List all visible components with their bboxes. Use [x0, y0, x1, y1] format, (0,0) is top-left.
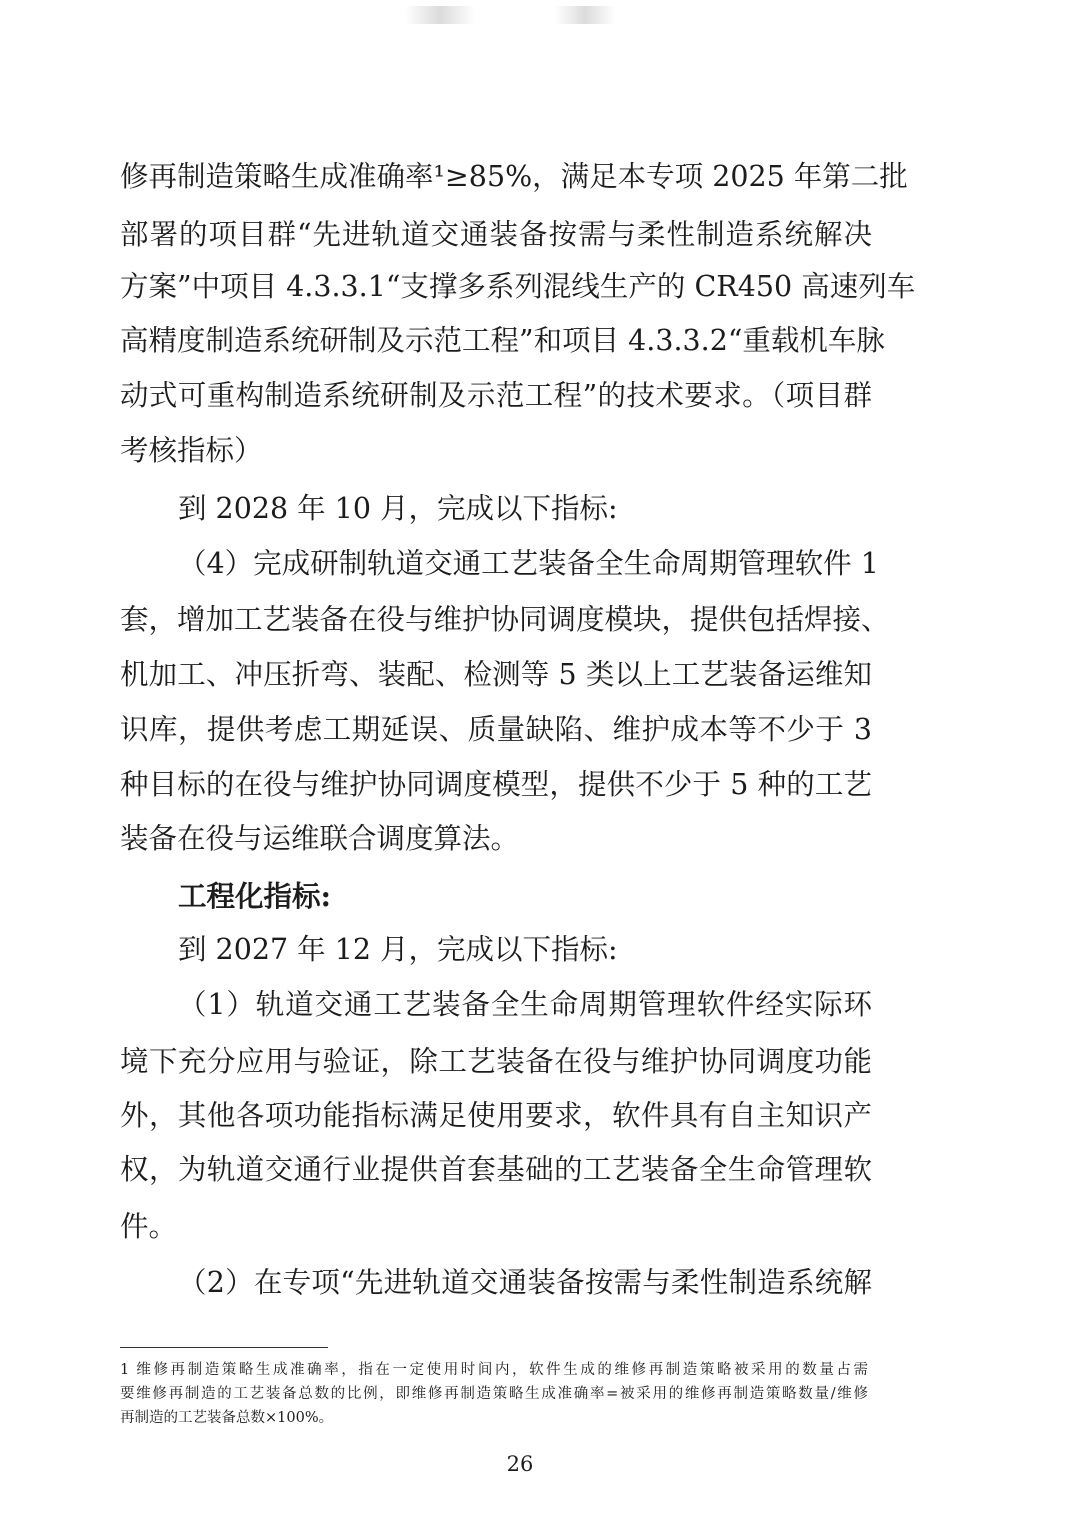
section-heading: 工程化指标: — [178, 879, 332, 913]
footnote-divider — [120, 1347, 328, 1348]
body-line: 权，为轨道交通行业提供首套基础的工艺装备全生命管理软 — [120, 1153, 872, 1186]
body-line: 高精度制造系统研制及示范工程”和项目 4.3.3.2“重载机车脉 — [120, 324, 885, 357]
body-line: 机加工、冲压折弯、装配、检测等 5 类以上工艺装备运维知 — [120, 658, 872, 691]
body-line: 境下充分应用与验证，除工艺装备在役与维护协同调度功能 — [120, 1045, 872, 1078]
footnote-line: 要维修再制造的工艺装备总数的比例，即维修再制造策略生成准确率=被采用的维修再制造策略数量/维修 — [120, 1386, 868, 1402]
footnote-line: 1 维修再制造策略生成准确率，指在一定使用时间内，软件生成的维修再制造策略被采用的数量占需 — [120, 1362, 868, 1378]
body-line: 装备在役与运维联合调度算法。 — [120, 822, 520, 855]
body-line: 套，增加工艺装备在役与维护协同调度模块，提供包括焊接、 — [120, 603, 890, 636]
body-line: 件。 — [120, 1210, 178, 1243]
body-line: （1）轨道交通工艺装备全生命周期管理软件经实际环 — [178, 988, 872, 1021]
body-line: 种目标的在役与维护协同调度模型，提供不少于 5 种的工艺 — [120, 768, 872, 801]
body-line: 到 2027 年 12 月，完成以下指标: — [178, 933, 618, 966]
scan-artifact — [555, 6, 615, 24]
body-line: 到 2028 年 10 月，完成以下指标: — [178, 492, 618, 525]
body-line: 识库，提供考虑工期延误、质量缺陷、维护成本等不少于 3 — [120, 713, 872, 746]
body-line: 动式可重构制造系统研制及示范工程”的技术要求。（项目群 — [120, 379, 872, 412]
body-line: 考核指标） — [120, 434, 263, 467]
body-line: 部署的项目群“先进轨道交通装备按需与柔性制造系统解决 — [120, 218, 872, 251]
body-line: 方案”中项目 4.3.3.1“支撑多系列混线生产的 CR450 高速列车 — [120, 270, 916, 303]
body-line: （2）在专项“先进轨道交通装备按需与柔性制造系统解 — [178, 1266, 872, 1299]
page-number: 26 — [506, 1452, 534, 1476]
body-line: 外，其他各项功能指标满足使用要求，软件具有自主知识产 — [120, 1099, 872, 1132]
scan-artifact — [405, 6, 475, 24]
footnote-line: 再制造的工艺装备总数×100%。 — [120, 1410, 334, 1426]
body-line: （4）完成研制轨道交通工艺装备全生命周期管理软件 1 — [178, 547, 879, 580]
body-line: 修再制造策略生成准确率¹≥85%，满足本专项 2025 年第二批 — [120, 160, 908, 193]
